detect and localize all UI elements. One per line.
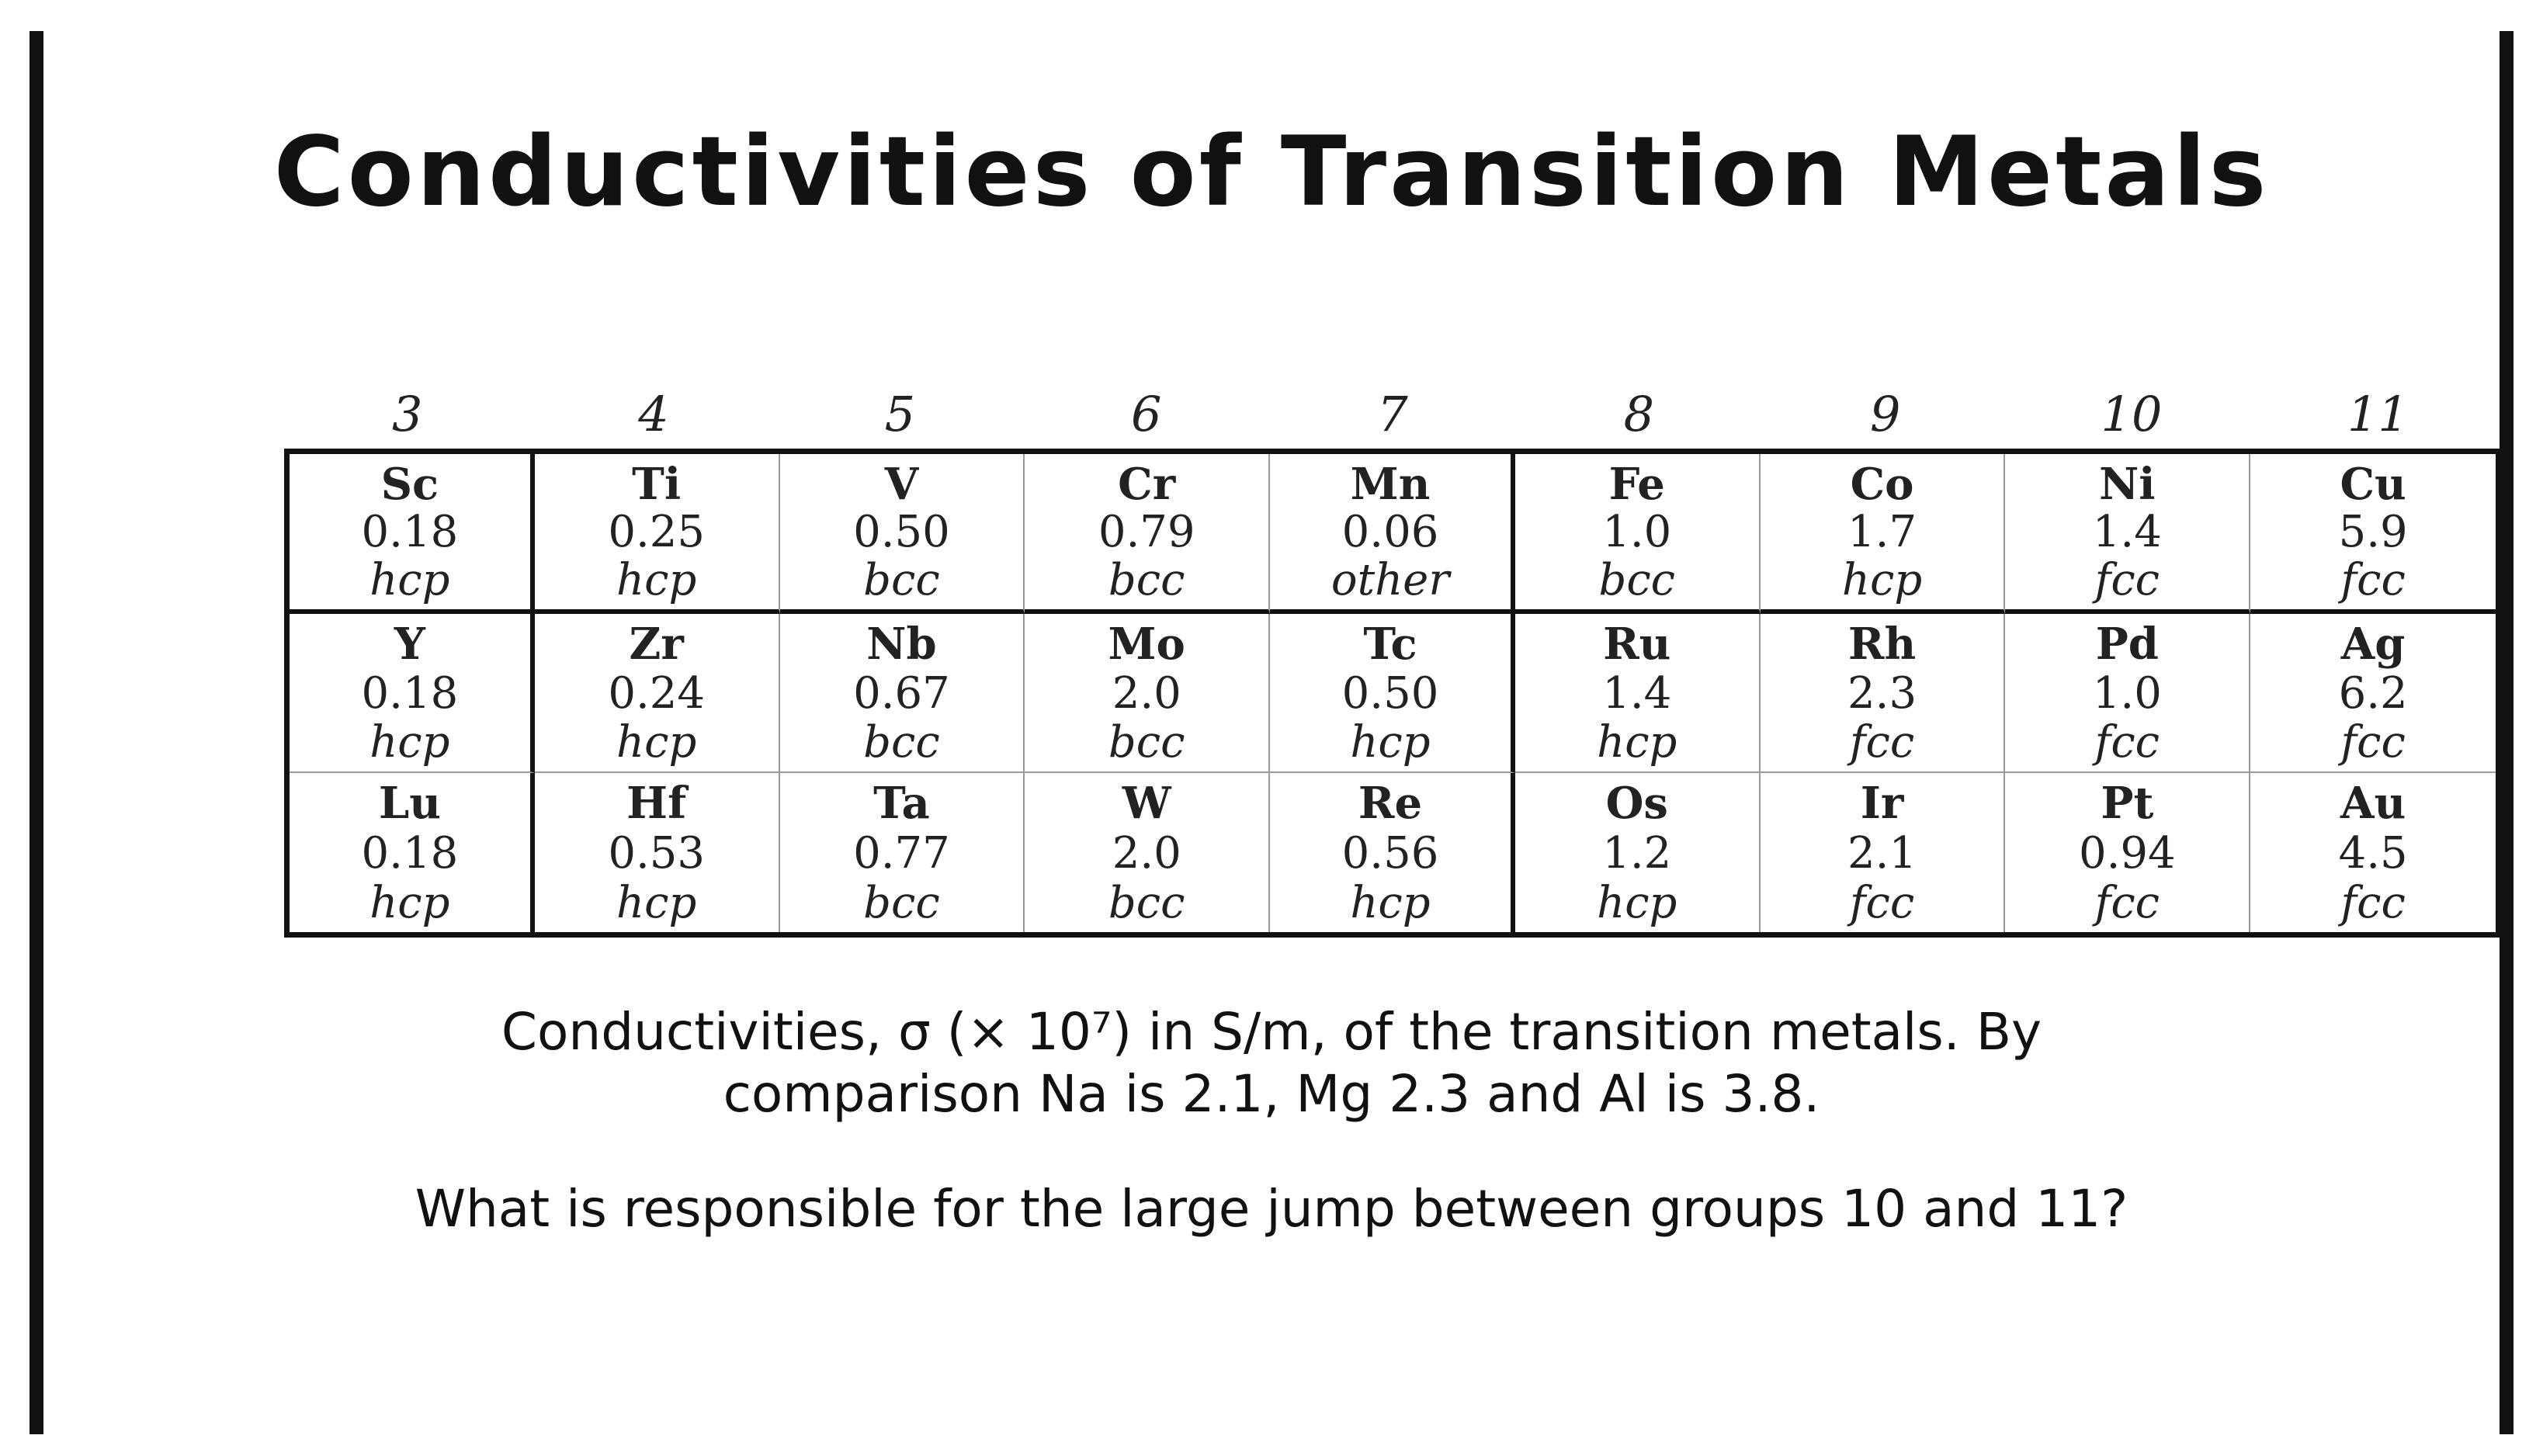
group-number: 5 xyxy=(884,386,916,442)
element-symbol: Co xyxy=(1850,459,1914,510)
element-cell xyxy=(780,773,1025,932)
table-caption xyxy=(0,1001,2543,1125)
element-symbol: Ta xyxy=(873,778,930,829)
element-structure: bcc xyxy=(863,555,940,605)
group-number: 7 xyxy=(1377,386,1408,442)
element-structure: hcp xyxy=(1597,878,1677,928)
element-value: 0.18 xyxy=(361,827,459,879)
element-structure: fcc xyxy=(2094,878,2160,928)
element-cell xyxy=(1761,454,2006,614)
element-structure: fcc xyxy=(1849,717,1915,768)
element-symbol: W xyxy=(1122,778,1171,829)
element-value: 0.24 xyxy=(608,667,705,719)
element-structure: bcc xyxy=(863,717,940,768)
element-value: 0.06 xyxy=(1341,507,1439,557)
element-value: 0.50 xyxy=(853,507,950,557)
element-cell xyxy=(1515,773,1761,932)
element-symbol: Y xyxy=(394,619,425,670)
element-cell xyxy=(535,773,780,932)
element-cell xyxy=(780,614,1025,773)
element-cell xyxy=(290,454,535,614)
element-symbol: Lu xyxy=(378,778,441,829)
element-value: 4.5 xyxy=(2338,827,2408,879)
element-structure: fcc xyxy=(2094,717,2160,768)
element-value: 1.4 xyxy=(1602,667,1672,719)
slide-title: Conductivities of Transition Metals xyxy=(273,116,2270,228)
element-symbol: Au xyxy=(2340,778,2406,829)
element-symbol: Hf xyxy=(626,778,687,829)
element-cell xyxy=(1025,773,1270,932)
element-symbol: Mn xyxy=(1350,459,1431,510)
element-symbol: Fe xyxy=(1608,459,1665,510)
element-symbol: Ru xyxy=(1603,619,1671,670)
element-structure: hcp xyxy=(1350,717,1431,768)
element-cell xyxy=(2005,614,2250,773)
group-number-row xyxy=(284,385,2501,444)
group-number: 8 xyxy=(1623,386,1655,442)
element-structure: bcc xyxy=(1108,555,1185,605)
element-symbol: Zr xyxy=(629,619,684,670)
element-structure: fcc xyxy=(2094,555,2160,605)
element-symbol: Tc xyxy=(1363,619,1417,670)
element-value: 2.0 xyxy=(1112,667,1181,719)
element-value: 0.18 xyxy=(361,667,459,719)
element-cell xyxy=(1270,773,1515,932)
element-value: 0.77 xyxy=(853,827,950,879)
element-structure: fcc xyxy=(2340,555,2406,605)
element-structure: hcp xyxy=(616,717,697,768)
element-structure: fcc xyxy=(2340,878,2406,928)
element-cell xyxy=(2250,614,2496,773)
element-structure: bcc xyxy=(1108,717,1185,768)
conductivity-table xyxy=(284,449,2501,938)
element-symbol: Os xyxy=(1605,778,1668,829)
element-value: 2.0 xyxy=(1112,827,1181,879)
element-value: 0.18 xyxy=(361,507,459,557)
element-value: 1.0 xyxy=(1602,507,1672,557)
element-value: 0.94 xyxy=(2078,827,2176,879)
element-value: 1.0 xyxy=(2092,667,2162,719)
element-value: 0.25 xyxy=(608,507,705,557)
group-number: 11 xyxy=(2347,386,2409,442)
element-value: 0.67 xyxy=(853,667,950,719)
element-value: 1.2 xyxy=(1602,827,1672,879)
element-structure: hcp xyxy=(369,717,450,768)
element-value: 1.7 xyxy=(1847,507,1917,557)
element-cell xyxy=(1761,773,2006,932)
element-cell xyxy=(290,773,535,932)
element-symbol: Ir xyxy=(1860,778,1904,829)
element-symbol: Ag xyxy=(2340,619,2406,670)
element-structure: bcc xyxy=(863,878,940,928)
group-number: 6 xyxy=(1130,386,1162,442)
element-structure: hcp xyxy=(616,555,697,605)
element-cell xyxy=(1515,614,1761,773)
element-structure: hcp xyxy=(616,878,697,928)
element-cell xyxy=(1025,614,1270,773)
element-value: 2.1 xyxy=(1847,827,1917,879)
element-symbol: Pt xyxy=(2101,778,2154,829)
element-structure: bcc xyxy=(1598,555,1676,605)
element-cell xyxy=(290,614,535,773)
element-value: 0.79 xyxy=(1098,507,1195,557)
element-cell xyxy=(2005,773,2250,932)
element-symbol: Nb xyxy=(866,619,937,670)
element-cell xyxy=(1025,454,1270,614)
element-cell xyxy=(535,614,780,773)
element-cell xyxy=(1270,614,1515,773)
element-structure: hcp xyxy=(1841,555,1923,605)
element-structure: fcc xyxy=(2340,717,2406,768)
element-symbol: Rh xyxy=(1847,619,1917,670)
element-value: 5.9 xyxy=(2338,507,2408,557)
group-number: 9 xyxy=(1869,386,1901,442)
element-cell xyxy=(1270,454,1515,614)
element-value: 6.2 xyxy=(2338,667,2408,719)
element-symbol: Ni xyxy=(2099,459,2156,510)
group-number: 3 xyxy=(391,386,423,442)
element-symbol: Mo xyxy=(1108,619,1185,670)
caption-line-1: Conductivities, σ (× 10⁷) in S/m, of the transition metals. By xyxy=(501,1002,2042,1062)
element-symbol: Sc xyxy=(380,459,439,510)
element-cell xyxy=(2250,454,2496,614)
element-structure: fcc xyxy=(1849,878,1915,928)
element-cell xyxy=(1761,614,2006,773)
element-value: 0.53 xyxy=(608,827,705,879)
element-value: 1.4 xyxy=(2092,507,2162,557)
element-structure: other xyxy=(1330,555,1450,605)
element-structure: bcc xyxy=(1108,878,1185,928)
element-symbol: Cu xyxy=(2340,459,2406,510)
group-number: 4 xyxy=(638,386,669,442)
element-value: 0.56 xyxy=(1341,827,1439,879)
element-symbol: Cr xyxy=(1118,459,1176,510)
element-cell xyxy=(535,454,780,614)
element-structure: hcp xyxy=(1597,717,1677,768)
group-number: 10 xyxy=(2101,386,2163,442)
element-symbol: Re xyxy=(1358,778,1423,829)
element-structure: hcp xyxy=(369,555,450,605)
element-value: 0.50 xyxy=(1341,667,1439,719)
element-structure: hcp xyxy=(369,878,450,928)
element-cell xyxy=(1515,454,1761,614)
element-cell xyxy=(780,454,1025,614)
caption-line-2: comparison Na is 2.1, Mg 2.3 and Al is 3.8. xyxy=(723,1064,1820,1124)
element-structure: hcp xyxy=(1350,878,1431,928)
element-symbol: Ti xyxy=(632,459,682,510)
element-symbol: V xyxy=(884,459,919,510)
question-text: What is responsible for the large jump between groups 10 and 11? xyxy=(415,1179,2128,1239)
element-symbol: Pd xyxy=(2095,619,2159,670)
element-cell xyxy=(2005,454,2250,614)
element-value: 2.3 xyxy=(1847,667,1917,719)
element-cell xyxy=(2250,773,2496,932)
